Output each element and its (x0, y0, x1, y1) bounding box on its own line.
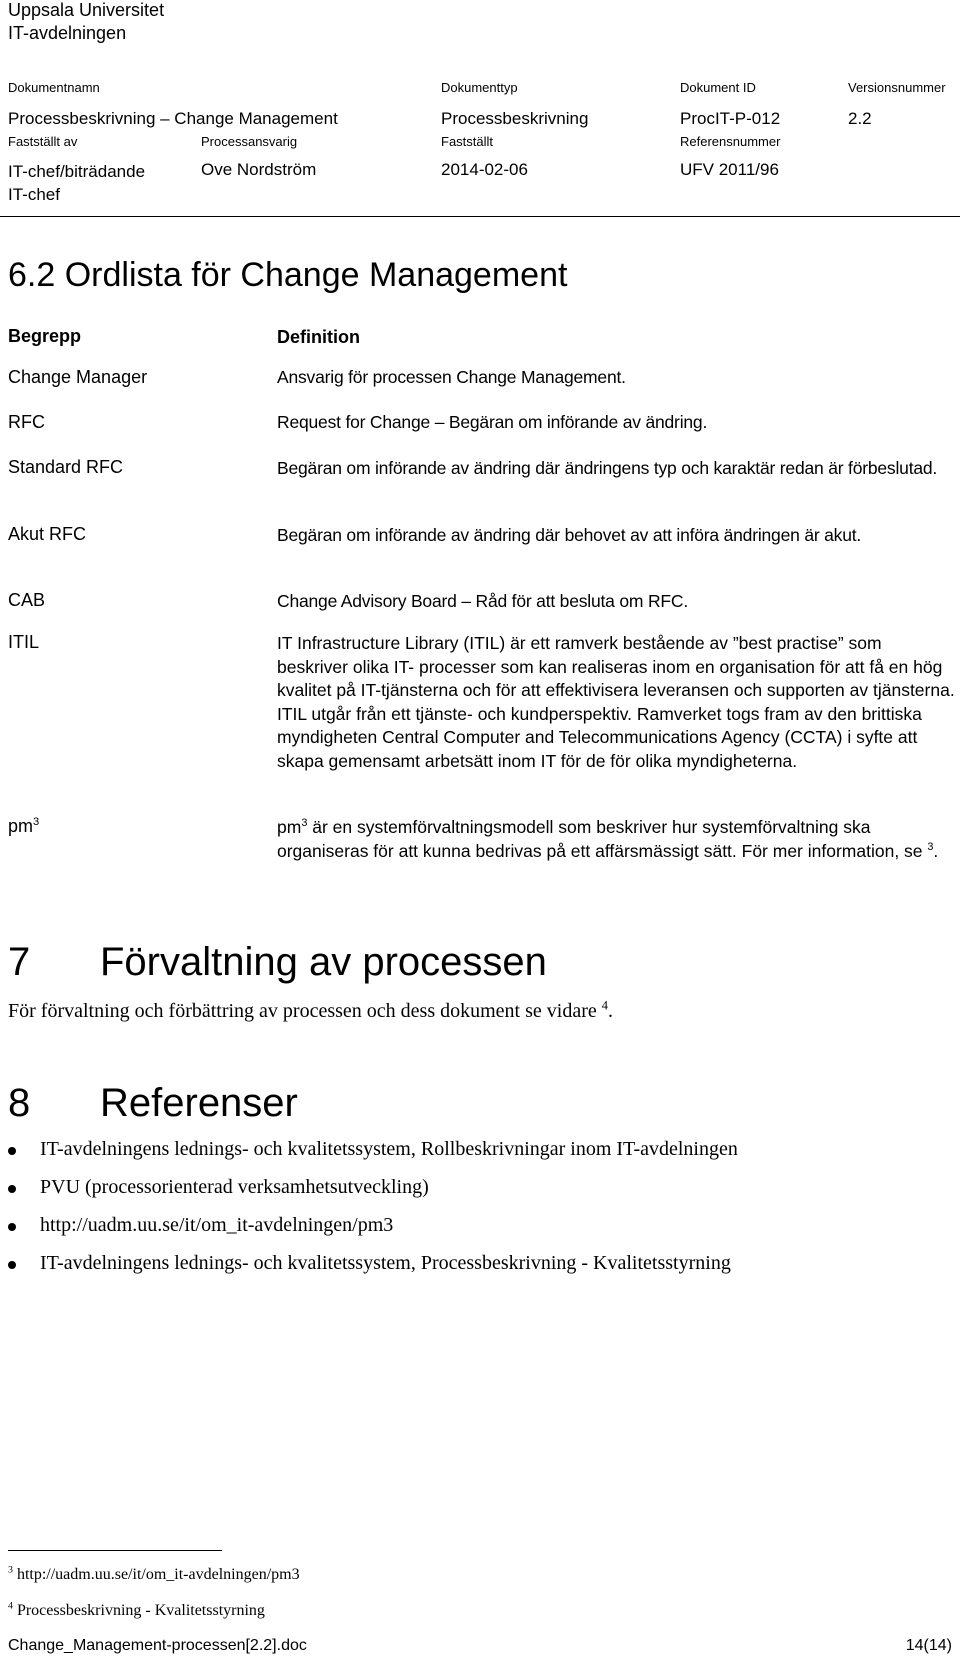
value-approved-date: 2014-02-06 (441, 160, 528, 179)
dept-name: IT-avdelningen (8, 23, 127, 43)
bullet-icon (8, 1147, 16, 1155)
footnote-text: Processbeskrivning - Kvalitetsstyrning (16, 1602, 265, 1619)
glossary-header-term: Begrepp (8, 326, 82, 346)
section-7-text-end: . (607, 1000, 613, 1022)
footnote-number: 3 (8, 1564, 13, 1576)
glossary-term: Standard RFC (8, 457, 124, 477)
value-version: 2.2 (848, 109, 872, 128)
label-document-name: Dokumentnamn (8, 80, 100, 95)
bullet-icon (8, 1185, 16, 1193)
footnote-divider (8, 1550, 222, 1551)
glossary-term: Change Manager (8, 367, 148, 387)
glossary-definition: Ansvarig för processen Change Management. (277, 367, 626, 387)
footnote-ref: 3 (301, 817, 308, 830)
footer-filename: Change_Management-processen[2.2].doc (8, 1637, 307, 1654)
footnote-4 (8, 1602, 265, 1620)
footnote-ref: 3 (927, 840, 934, 853)
section-7-number: 7 (8, 940, 31, 984)
footnote-number: 4 (8, 1600, 13, 1612)
section-7-text: För förvaltning och förbättring av processen och dess dokument se vidare (8, 1000, 602, 1022)
glossary-term: RFC (8, 412, 45, 432)
header-divider (0, 216, 960, 217)
footnote-link[interactable]: http://uadm.uu.se/it/om_it-avdelningen/pm3 (16, 1566, 300, 1583)
glossary-term-text: pm (8, 816, 34, 836)
section-7-heading (8, 940, 547, 985)
glossary-term (8, 816, 39, 837)
value-document-type: Processbeskrivning (441, 109, 589, 128)
reference-text: IT-avdelningens lednings- och kvalitetssystem, Rollbeskrivningar inom IT-avdelningen (40, 1138, 738, 1160)
pm3-name: pm (277, 817, 302, 837)
section-8-title: Referenser (100, 1081, 298, 1125)
bullet-icon (8, 1261, 16, 1269)
reference-text: PVU (processorienterad verksamhetsutveckling) (40, 1176, 429, 1198)
pm3-description: är en systemförvaltningsmodell som beskriver hur systemförvaltning ska organiseras för att kunna bedrivas på ett affärsmässigt sätt. För mer information, se (277, 817, 928, 861)
section-7-title: Förvaltning av processen (100, 940, 547, 984)
label-approved-by: Fastställt av (8, 134, 78, 149)
value-reference-number: UFV 2011/96 (680, 160, 779, 179)
label-version: Versionsnummer (848, 80, 946, 95)
value-process-owner: Ove Nordström (201, 160, 317, 179)
reference-text: IT-avdelningens lednings- och kvalitetssystem, Processbeskrivning - Kvalitetsstyrning (40, 1252, 731, 1274)
glossary-definition: Begäran om införande av ändring där behovet av att införa ändringen är akut. (277, 525, 862, 545)
glossary-definition (277, 816, 957, 863)
glossary-term: Akut RFC (8, 524, 87, 544)
footnote-3 (8, 1566, 300, 1584)
label-approved-date: Fastställt (441, 134, 494, 149)
value-approved-by: IT-chef/biträdande IT-chef (8, 162, 146, 204)
footer-page-number: 14(14) (905, 1637, 952, 1654)
bullet-icon (8, 1223, 16, 1231)
glossary-definition: Change Advisory Board – Råd för att besluta om RFC. (277, 591, 688, 611)
label-reference-number: Referensnummer (680, 134, 781, 149)
footnote-ref: 4 (601, 998, 608, 1013)
glossary-definition: Begäran om införande av ändring där ändringens typ och karaktär redan är förbeslutad. (277, 458, 938, 478)
section-7-body (8, 1000, 613, 1023)
value-document-name: Processbeskrivning – Change Management (8, 109, 338, 128)
section-8-number: 8 (8, 1081, 31, 1125)
glossary-header-definition: Definition (277, 327, 360, 347)
label-document-type: Dokumenttyp (441, 80, 518, 95)
glossary-term: ITIL (8, 632, 40, 652)
pm3-description-end: . (933, 840, 939, 861)
value-document-id: ProcIT-P-012 (680, 109, 781, 128)
glossary-definition: IT Infrastructure Library (ITIL) är ett ramverk bestående av ”best practise” som beskriver olika IT- processer som kan realiseras inom en organisation för att få en hög kvalitet på IT-tjänsterna och för att effektivisera leveransen och supporten av tjänsterna. ITIL utgår från ett tjänste- och kundperspektiv. Ramverket togs fram av den brittiska myndigheten Central Computer and Telecommunications Agency (CCTA) i syfte att skapa gemensamt arbetsätt inom IT för de för olika myndigheterna. (277, 633, 955, 771)
reference-link[interactable]: http://uadm.uu.se/it/om_it-avdelningen/pm3 (40, 1214, 394, 1236)
section-8-heading (8, 1081, 298, 1126)
glossary-definition: Request for Change – Begäran om införande av ändring. (277, 412, 708, 432)
label-document-id: Dokument ID (680, 80, 756, 95)
section-6-2-title: 6.2 Ordlista för Change Management (8, 256, 568, 294)
glossary-term: CAB (8, 590, 46, 610)
footnote-ref: 3 (33, 816, 40, 828)
label-process-owner: Processansvarig (201, 134, 298, 149)
org-name: Uppsala Universitet (8, 0, 165, 20)
